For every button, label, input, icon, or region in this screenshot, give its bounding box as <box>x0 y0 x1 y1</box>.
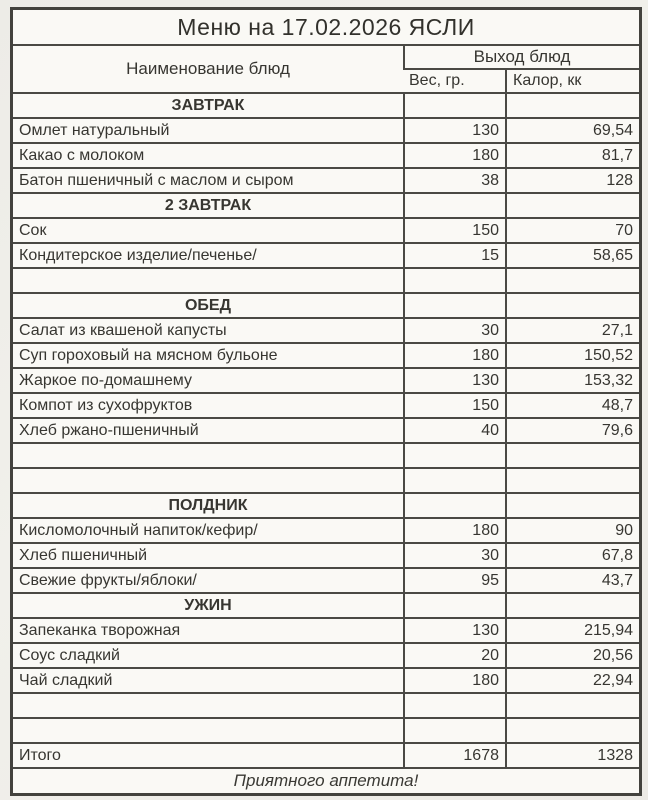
dish-name-cell: Хлеб ржано-пшеничный <box>13 417 403 442</box>
calories-cell: 67,8 <box>505 542 639 567</box>
weight-cell: 150 <box>403 392 505 417</box>
menu-item-row <box>13 242 639 267</box>
header-row-group <box>13 44 639 68</box>
dish-name-cell: Хлеб пшеничный <box>13 542 403 567</box>
menu-item-row <box>13 167 639 192</box>
menu-table-footer <box>13 767 639 793</box>
menu-table <box>10 7 642 796</box>
dish-name-cell: Свежие фрукты/яблоки/ <box>13 567 403 592</box>
calories-cell: 90 <box>505 517 639 542</box>
weight-cell <box>403 192 505 217</box>
menu-item-row <box>13 142 639 167</box>
empty-row <box>13 692 639 717</box>
page-title: Меню на 17.02.2026 ЯСЛИ <box>177 13 475 40</box>
calories-cell <box>505 717 639 742</box>
dish-name-cell: Чай сладкий <box>13 667 403 692</box>
dish-name-cell: Омлет натуральный <box>13 117 403 142</box>
weight-cell <box>403 442 505 467</box>
footer-note: Приятного аппетита! <box>13 767 639 793</box>
menu-item-row <box>13 567 639 592</box>
calories-cell: 70 <box>505 217 639 242</box>
weight-cell: 1678 <box>403 742 505 767</box>
menu-item-row <box>13 517 639 542</box>
section-row <box>13 292 639 317</box>
menu-table-body <box>13 92 639 767</box>
weight-cell: 15 <box>403 242 505 267</box>
total-row <box>13 742 639 767</box>
dish-name-cell <box>13 442 403 467</box>
dish-name-cell: УЖИН <box>13 592 403 617</box>
weight-cell: 180 <box>403 342 505 367</box>
empty-row <box>13 717 639 742</box>
section-row <box>13 92 639 117</box>
weight-cell <box>403 692 505 717</box>
dish-name-cell: Какао с молоком <box>13 142 403 167</box>
footer-row <box>13 767 639 793</box>
weight-cell: 130 <box>403 367 505 392</box>
dish-name-cell: Итого <box>13 742 403 767</box>
weight-cell: 180 <box>403 667 505 692</box>
calories-cell <box>505 292 639 317</box>
col-header-name: Наименование блюд <box>13 44 403 92</box>
menu-item-row <box>13 117 639 142</box>
col-header-weight: Вес, гр. <box>403 68 505 92</box>
weight-cell <box>403 267 505 292</box>
empty-row <box>13 267 639 292</box>
calories-cell: 22,94 <box>505 667 639 692</box>
weight-cell <box>403 292 505 317</box>
dish-name-cell: ОБЕД <box>13 292 403 317</box>
calories-cell: 48,7 <box>505 392 639 417</box>
section-row <box>13 192 639 217</box>
section-row <box>13 492 639 517</box>
calories-cell: 20,56 <box>505 642 639 667</box>
calories-cell: 58,65 <box>505 242 639 267</box>
calories-cell <box>505 492 639 517</box>
weight-cell <box>403 467 505 492</box>
dish-name-cell: ПОЛДНИК <box>13 492 403 517</box>
calories-cell <box>505 442 639 467</box>
weight-cell: 180 <box>403 142 505 167</box>
dish-name-cell: Суп гороховый на мясном бульоне <box>13 342 403 367</box>
menu-item-row <box>13 667 639 692</box>
weight-cell: 30 <box>403 317 505 342</box>
dish-name-cell: Соус сладкий <box>13 642 403 667</box>
calories-cell: 150,52 <box>505 342 639 367</box>
menu-item-row <box>13 317 639 342</box>
menu-item-row <box>13 417 639 442</box>
weight-cell: 180 <box>403 517 505 542</box>
calories-cell <box>505 192 639 217</box>
dish-name-cell: Жаркое по-домашнему <box>13 367 403 392</box>
calories-cell: 215,94 <box>505 617 639 642</box>
menu-item-row <box>13 217 639 242</box>
dish-name-cell: Батон пшеничный с маслом и сыром <box>13 167 403 192</box>
dish-name-cell: Запеканка творожная <box>13 617 403 642</box>
calories-cell: 27,1 <box>505 317 639 342</box>
weight-cell <box>403 492 505 517</box>
dish-name-cell: 2 ЗАВТРАК <box>13 192 403 217</box>
section-row <box>13 592 639 617</box>
calories-cell: 43,7 <box>505 567 639 592</box>
weight-cell: 95 <box>403 567 505 592</box>
calories-cell: 128 <box>505 167 639 192</box>
weight-cell: 20 <box>403 642 505 667</box>
dish-name-cell <box>13 267 403 292</box>
calories-cell <box>505 267 639 292</box>
dish-name-cell: Кондитерское изделие/печенье/ <box>13 242 403 267</box>
calories-cell: 1328 <box>505 742 639 767</box>
dish-name-cell: Кисломолочный напиток/кефир/ <box>13 517 403 542</box>
col-header-output-group: Выход блюд <box>403 44 639 68</box>
dish-name-cell: Компот из сухофруктов <box>13 392 403 417</box>
title-row <box>13 10 639 44</box>
weight-cell: 150 <box>403 217 505 242</box>
weight-cell: 130 <box>403 617 505 642</box>
dish-name-cell <box>13 467 403 492</box>
weight-cell <box>403 592 505 617</box>
dish-name-cell: Салат из квашеной капусты <box>13 317 403 342</box>
menu-item-row <box>13 367 639 392</box>
calories-cell <box>505 592 639 617</box>
weight-cell: 130 <box>403 117 505 142</box>
menu-item-row <box>13 642 639 667</box>
dish-name-cell <box>13 692 403 717</box>
empty-row <box>13 442 639 467</box>
calories-cell: 153,32 <box>505 367 639 392</box>
weight-cell: 38 <box>403 167 505 192</box>
calories-cell: 81,7 <box>505 142 639 167</box>
empty-row <box>13 467 639 492</box>
dish-name-cell <box>13 717 403 742</box>
menu-item-row <box>13 392 639 417</box>
weight-cell: 30 <box>403 542 505 567</box>
col-header-calories: Калор, кк <box>505 68 639 92</box>
menu-table-header <box>13 10 639 92</box>
dish-name-cell: ЗАВТРАК <box>13 92 403 117</box>
menu-item-row <box>13 617 639 642</box>
menu-item-row <box>13 542 639 567</box>
weight-cell <box>403 717 505 742</box>
weight-cell: 40 <box>403 417 505 442</box>
calories-cell <box>505 92 639 117</box>
weight-cell <box>403 92 505 117</box>
calories-cell <box>505 692 639 717</box>
calories-cell: 69,54 <box>505 117 639 142</box>
calories-cell: 79,6 <box>505 417 639 442</box>
calories-cell <box>505 467 639 492</box>
menu-item-row <box>13 342 639 367</box>
dish-name-cell: Сок <box>13 217 403 242</box>
